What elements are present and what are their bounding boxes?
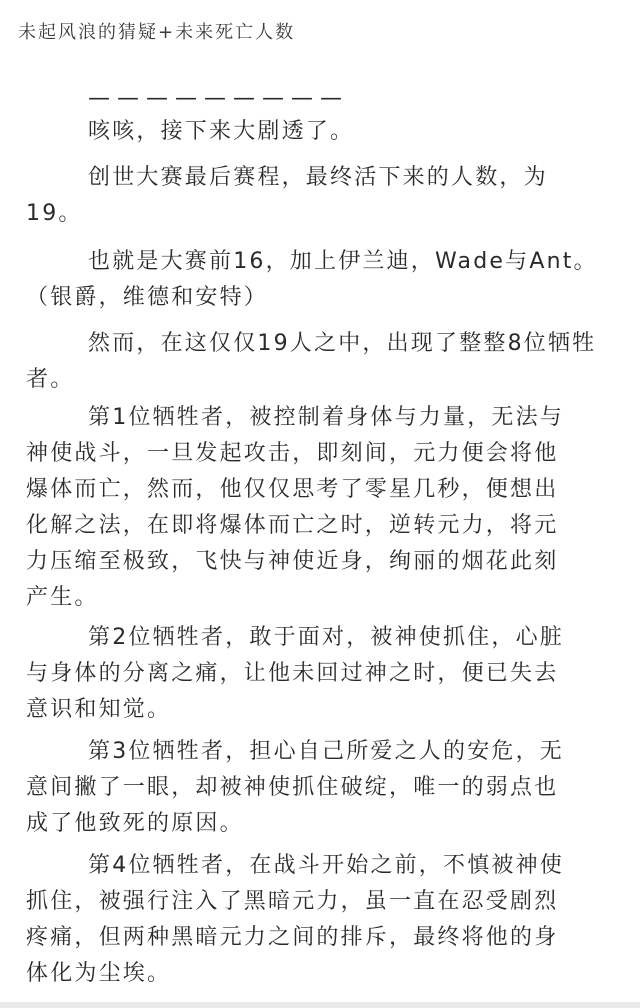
paragraph-line: 意间撇了一眼，却被神使抓住破绽，唯一的弱点也 bbox=[26, 775, 559, 800]
paragraph-sacrifice-4 bbox=[26, 848, 618, 992]
paragraph-sacrifice-3 bbox=[26, 734, 618, 842]
page-title: 未起风浪的猜疑+未来死亡人数 bbox=[18, 22, 296, 43]
paragraph-line: 第2位牺牲者，敢于面对，被神使抓住，心脏 bbox=[88, 625, 564, 650]
paragraph-survivor-count bbox=[26, 160, 618, 232]
paragraph-line: 爆体而亡，然而，他仅仅思考了零星几秒，便想出 bbox=[26, 477, 559, 502]
paragraph-line: 然而，在这仅仅19人之中，出现了整整8位牺牲 bbox=[88, 331, 597, 356]
paragraph-line: 创世大赛最后赛程，最终活下来的人数，为 bbox=[88, 165, 548, 190]
paragraph-line: 19。 bbox=[26, 201, 83, 226]
paragraph-sacrifice-count bbox=[26, 326, 618, 398]
paragraph-line: （银爵，维德和安特） bbox=[26, 285, 269, 310]
paragraph-line: 意识和知觉。 bbox=[26, 697, 172, 722]
paragraph-line: 第4位牺牲者，在战斗开始之前，不慎被神使 bbox=[88, 853, 564, 878]
paragraph-line: 抓住，被强行注入了黑暗元力，虽一直在忍受剧烈 bbox=[26, 889, 559, 914]
paragraph-line: 也就是大赛前16，加上伊兰迪，Wade与Ant。 bbox=[88, 249, 598, 274]
paragraph-line: 咳咳，接下来大剧透了。 bbox=[88, 119, 355, 144]
paragraph-line: 产生。 bbox=[26, 585, 99, 610]
paragraph-line: 神使战斗，一旦发起攻击，即刻间，元力便会将他 bbox=[26, 441, 559, 466]
divider-line: — — — — — — — — — bbox=[88, 86, 342, 111]
paragraph-line: 力压缩至极致，飞快与神使近身，绚丽的烟花此刻 bbox=[26, 549, 559, 574]
paragraph-line: 化解之法，在即将爆体而亡之时，逆转元力，将元 bbox=[26, 513, 559, 538]
bottom-divider bbox=[0, 1002, 640, 1008]
paragraph-spoiler-intro bbox=[26, 114, 618, 150]
paragraph-survivor-list bbox=[26, 244, 618, 316]
paragraph-line: 成了他致死的原因。 bbox=[26, 811, 244, 836]
paragraph-line: 与身体的分离之痛，让他未回过神之时，便已失去 bbox=[26, 661, 559, 686]
paragraph-line: 体化为尘埃。 bbox=[26, 961, 172, 986]
paragraph-line: 疼痛，但两种黑暗元力之间的排斥，最终将他的身 bbox=[26, 925, 559, 950]
paragraph-line: 第1位牺牲者，被控制着身体与力量，无法与 bbox=[88, 405, 564, 430]
paragraph-sacrifice-2 bbox=[26, 620, 618, 728]
paragraph-sacrifice-1 bbox=[26, 400, 618, 616]
paragraph-line: 者。 bbox=[26, 367, 75, 392]
paragraph-line: 第3位牺牲者，担心自己所爱之人的安危，无 bbox=[88, 739, 564, 764]
